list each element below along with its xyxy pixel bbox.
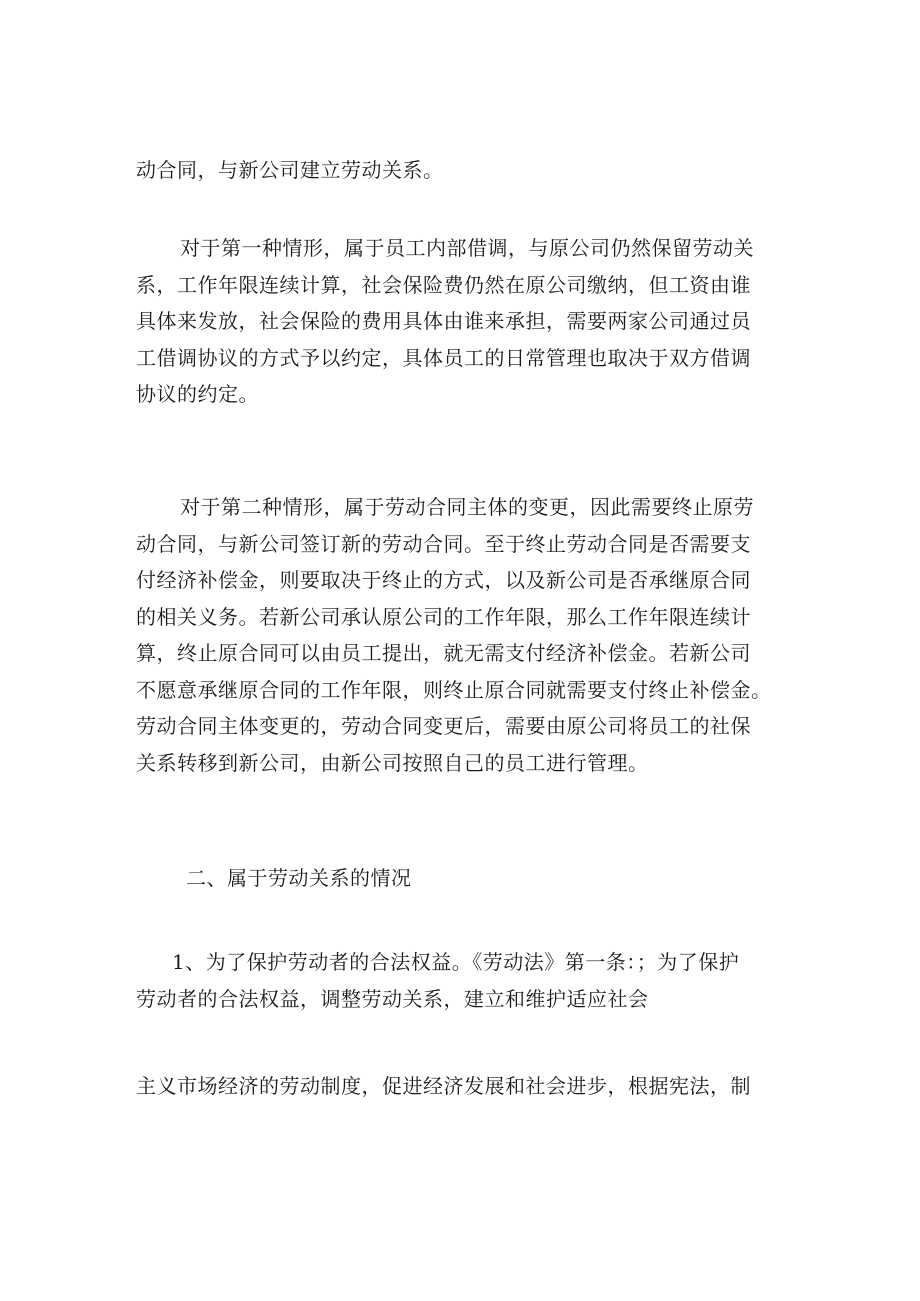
text-line: 关系转移到新公司，由新公司按照自己的员工进行管理。 xyxy=(136,750,649,775)
text-line: 对于第二种情形，属于劳动合同主体的变更，因此需要终止原劳 xyxy=(180,495,754,519)
text-line: 主义市场经济的劳动制度，促进经济发展和社会进步，根据宪法，制 xyxy=(136,1074,751,1098)
text-line: 劳动合同主体变更的，劳动合同变更后，需要由原公司将员工的社保 xyxy=(136,714,751,738)
text-line: 工借调协议的方式予以约定，具体员工的日常管理也取决于双方借调 xyxy=(136,345,751,370)
text-line: 系，工作年限连续计算，社会保险费仍然在原公司缴纳，但工资由谁 xyxy=(136,272,751,297)
text-line: 对于第一种情形，属于员工内部借调，与原公司仍然保留劳动关 xyxy=(180,236,754,260)
heading-text: 二、属于劳动关系的情况 xyxy=(186,866,412,890)
paragraph-item-1 xyxy=(136,944,796,1017)
text-line: 1、为了保护劳动者的合法权益。《劳动法》第一条：；为了保护 xyxy=(172,950,740,974)
paragraph-first-case xyxy=(136,230,796,413)
text-line: 不愿意承继原合同的工作年限，则终止原合同就需要支付终止补偿金。 xyxy=(136,677,772,702)
text-line: 协议的约定。 xyxy=(136,382,259,406)
text-line: 的相关义务。若新公司承认原公司的工作年限，那么工作年限连续计 xyxy=(136,604,751,629)
text-line: 付经济补偿金，则要取决于终止的方式，以及新公司是否承继原合同 xyxy=(136,568,751,592)
paragraph-continuation xyxy=(136,152,796,189)
paragraph-continuation-bottom xyxy=(136,1068,796,1105)
text-line: 动合同，与新公司签订新的劳动合同。至于终止劳动合同是否需要支 xyxy=(136,531,751,556)
paragraph-second-case xyxy=(136,489,796,781)
text-line: 具体来发放，社会保险的费用具体由谁来承担，需要两家公司通过员 xyxy=(136,309,751,333)
text-line: 动合同，与新公司建立劳动关系。 xyxy=(136,158,444,182)
text-line: 算，终止原合同可以由员工提出，就无需支付经济补偿金。若新公司 xyxy=(136,641,751,665)
section-heading xyxy=(136,860,796,897)
text-line: 劳动者的合法权益，调整劳动关系，建立和维护适应社会 xyxy=(136,986,649,1011)
